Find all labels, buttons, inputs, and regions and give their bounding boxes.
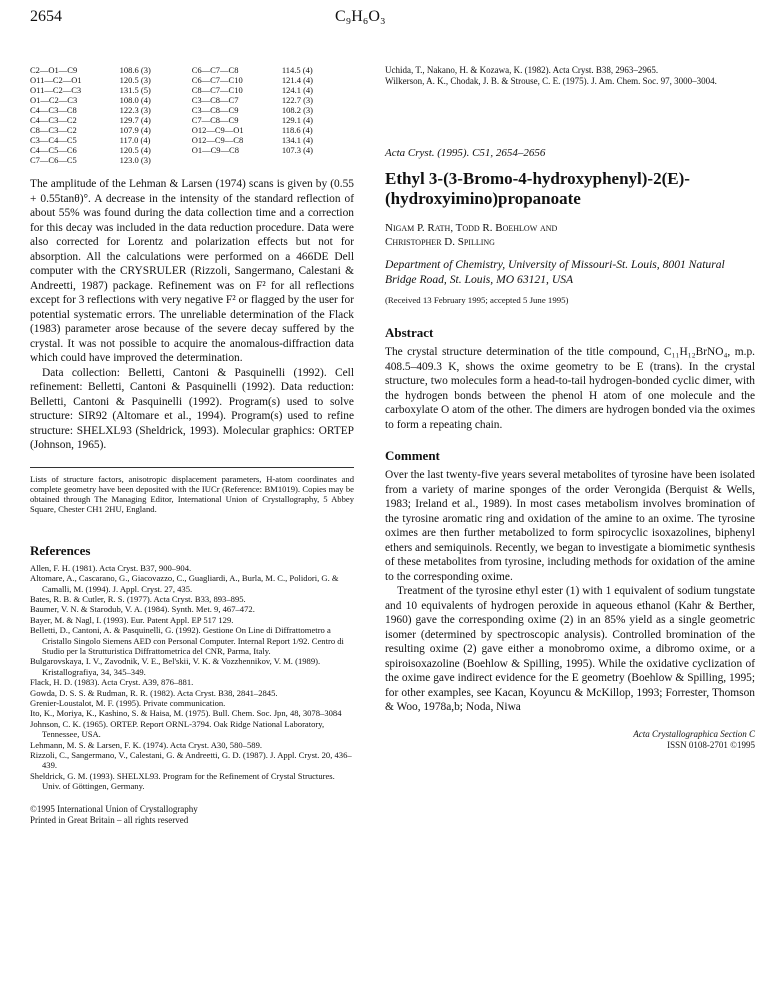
angle-atoms: C3—C4—C5 bbox=[30, 135, 77, 145]
references-heading: References bbox=[30, 542, 91, 558]
abstract-heading: Abstract bbox=[385, 325, 434, 340]
printed-line: Printed in Great Britain – all rights reserved bbox=[30, 814, 189, 825]
angle-value: 114.5 (4) bbox=[281, 65, 313, 75]
angle-atoms: C3—C8—C9 bbox=[191, 105, 239, 115]
article-title: Ethyl 3-(3-Bromo-4-hydroxyphenyl)-2(E)-(hydroxyimino)propanoate bbox=[385, 169, 690, 208]
angle-atoms: C6—C7—C8 bbox=[191, 65, 239, 75]
reference-item: Bates, R. B. & Cutler, R. S. (1977). Acta Cryst. B33, 893–895. bbox=[30, 593, 246, 604]
angle-value: 108.0 (4) bbox=[119, 95, 151, 105]
angle-value: 117.0 (4) bbox=[119, 135, 151, 145]
angle-value: 107.3 (4) bbox=[281, 145, 314, 155]
reference-item: Belletti, D., Cantoni, A. & Pasquinelli, G. (1992). Gestione On Line di Diffrattometro a Cristallo Singolo Siemens AED con Personal Computer. Internal Report 1/92. Centro di Studio per la Strutturistica Diffrattometrica del CNR, Parma, Italy. bbox=[30, 625, 344, 656]
article-citation: Acta Cryst. (1995). C51, 2654–2656 bbox=[385, 147, 546, 159]
comment-heading: Comment bbox=[385, 448, 440, 463]
angle-row bbox=[30, 105, 354, 115]
abstract-text: The crystal structure determination of the title compound, C₁₁H₁₂BrNO₄, m.p. 408.5–409.3 K, shows the oxime geometry to be E (trans). In the crystal structure, two molecules form a head-to-tail hydrogen-bonded cyclic dimer, with the hydrogen bonds between the phenol H atom of one molecule and the carboxylate O atom of the other. The dimers are hydrogen bonded via the oximes to form a repeating chain. bbox=[385, 346, 755, 431]
angle-row bbox=[30, 85, 354, 95]
angle-atoms: C3—C8—C7 bbox=[191, 95, 239, 105]
continued-references bbox=[385, 65, 755, 87]
software-paragraph: Data collection: Belletti, Cantoni & Pasquinelli (1992). Cell refinement: Belletti, Cantoni & Pasquinelli (1992). Data reduction: Belletti, Cantoni & Pasquinelli (1992). Program(s) used to solve structure: SIR92 (Altomare et al., 1994). Program(s) used to refine structure: SHELXL93 (Sheldrick, 1993). Molecular graphics: ORTEP (Johnson, 1965). bbox=[30, 366, 354, 451]
bond-angle-table bbox=[30, 65, 354, 165]
angle-atoms: O1—C2—C3 bbox=[30, 95, 78, 105]
reference-item: Bayer, M. & Nagl, I. (1993). Eur. Patent Appl. EP 517 129. bbox=[30, 614, 234, 625]
left-column bbox=[30, 65, 354, 826]
angle-atoms: C8—C3—C2 bbox=[30, 125, 77, 135]
angle-atoms: C2—O1—C9 bbox=[30, 65, 78, 75]
reference-item: Sheldrick, G. M. (1993). SHELXL93. Program for the Refinement of Crystal Structures. Univ. of Göttingen, Germany. bbox=[30, 770, 335, 792]
angle-value: 123.0 (3) bbox=[119, 155, 151, 165]
reference-item: Johnson, C. K. (1965). ORTEP. Report ORNL-3794. Oak Ridge National Laboratory, Tennessee, USA. bbox=[30, 718, 325, 740]
angle-value: 134.1 (4) bbox=[281, 135, 314, 145]
experimental-paragraph: The amplitude of the Lehman & Larsen (1974) scans is given by (0.55 + 0.55tanθ)°. A decrease in the intensity of the standard reflection of about 55% was found during the data collection time and a correction for this decay was included in the data reduction procedure. Data were also corrected for Lorentz and polarization effects but not for absorption. All the calculations were performed on a 466DE Dell computer with the CRYSRULER (Rizzoli, Sangermano, Calestani & Andreetti, 1987) package. Refinement was on F² for all reflections except for 3 reflections with very negative F² or flagged by the user for potential systematic errors. The unreliable determination of the Flack (1983) parameter arose because of the severe decay suffered by the crystal. It was not possible to acquire the anomalous-diffraction data which could have improved the determination. bbox=[30, 178, 354, 364]
angle-value: 121.4 (4) bbox=[281, 75, 314, 85]
angle-atoms: C8—C7—C10 bbox=[191, 85, 243, 95]
comment-paragraph-2: Treatment of the tyrosine ethyl ester (1) with 1 equivalent of sodium tungstate and 10 equivalents of hydrogen peroxide in aqueous ethanol (Kahr & Berther, 1960) gave the corresponding oxime (2) in an 85% yield as a single geometric isomer (determined by spectroscopic analysis). Controlled bromination of the resulting oxime (2) gave either a monobromo oxime, a dibromo oxime, or a spiroisoxazoline (Boehlow & Spilling, 1995). While the oxidative cyclization of the oxime gave indirect evidence for the E geometry (Boehlow & Spilling, 1995; for other examples, see Kacan, Koyuncu & McKillop, 1993; Forrester, Thomson & Woo, 1978a,b; Noda, Niwa bbox=[385, 585, 755, 713]
comment-paragraph-1: Over the last twenty-five years several metabolites of tyrosine have been isolated from a variety of marine sponges of the order Verongida (Berquist & Wells, 1983; Ireland et al., 1989). In most cases metabolism involves bromination of the tyrosine aromatic ring and oxidation of the amine to an oxime. The tyrosine oximes are then further metabolized to form spirocyclic isoxazolines, biphenyl ethers and semiquinols. Recently, we began to investigate a biomimetic synthesis of these metabolites from tyrosine, including methods for oxidation of the amine to the corresponding oxime. bbox=[385, 469, 756, 583]
angle-row bbox=[30, 125, 354, 135]
reference-item: Lehmann, M. S. & Larsen, F. K. (1974). Acta Cryst. A30, 580–589. bbox=[30, 739, 263, 750]
angle-atoms: C6—C7—C10 bbox=[191, 75, 243, 85]
angle-row bbox=[30, 115, 354, 125]
divider bbox=[30, 467, 354, 468]
angle-atoms: C7—C6—C5 bbox=[30, 155, 77, 165]
angle-atoms: O11—C2—C3 bbox=[30, 85, 82, 95]
reference-item: Allen, F. H. (1981). Acta Cryst. B37, 900–904. bbox=[30, 562, 192, 573]
page-number: 2654 bbox=[30, 8, 62, 25]
angle-atoms: C4—C3—C8 bbox=[30, 105, 77, 115]
angle-atoms bbox=[192, 155, 282, 165]
angle-row bbox=[30, 135, 354, 145]
angle-atoms: C4—C3—C2 bbox=[30, 115, 77, 125]
reference-list bbox=[30, 563, 354, 792]
angle-value: 124.1 (4) bbox=[281, 85, 314, 95]
angle-atoms: O1—C9—C8 bbox=[191, 145, 239, 155]
journal-name-footer: Acta Crystallographica Section C bbox=[633, 728, 755, 739]
deposition-note: Lists of structure factors, anisotropic displacement parameters, H-atom coordinates and complete geometry have been deposited with the IUCr (Reference: BM1019). Copies may be obtained through The Managing Editor, International Union of Crystallography, 5 Abbey Square, Chester CH1 2HU, England. bbox=[30, 473, 354, 515]
angle-row bbox=[30, 155, 354, 165]
issn-footer: ISSN 0108-2701 ©1995 bbox=[667, 739, 755, 750]
angle-row bbox=[30, 75, 354, 85]
received-date: (Received 13 February 1995; accepted 5 June 1995) bbox=[385, 295, 569, 305]
angle-value: 122.7 (3) bbox=[281, 95, 314, 105]
angle-atoms: O12—C9—C8 bbox=[191, 135, 244, 145]
angle-value: 122.3 (3) bbox=[119, 105, 151, 115]
angle-value: 107.9 (4) bbox=[119, 125, 151, 135]
angle-value: 108.6 (3) bbox=[119, 65, 151, 75]
angle-value: 108.2 (3) bbox=[281, 105, 314, 115]
reference-item: Bulgarovskaya, I. V., Zavodnik, V. E., Bel'skii, V. K. & Vozzhennikov, V. M. (1989). Kristallografiya, 34, 345–349. bbox=[30, 656, 321, 677]
reference-item: Gowda, D. S. S. & Rudman, R. R. (1982). Acta Cryst. B38, 2841–2845. bbox=[30, 687, 278, 698]
angle-value: 120.5 (4) bbox=[119, 145, 151, 155]
angle-value: 131.5 (5) bbox=[119, 85, 151, 95]
authors-line-2: Christopher D. Spilling bbox=[385, 236, 495, 248]
angle-row bbox=[30, 145, 354, 155]
angle-value: 118.6 (4) bbox=[281, 125, 313, 135]
affiliation: Department of Chemistry, University of Missouri-St. Louis, 8001 Natural Bridge Road, St. Louis, MO 63121, USA bbox=[385, 258, 725, 286]
reference-item: Rizzoli, C., Sangermano, V., Calestani, G. & Andreetti, G. D. (1987). J. Appl. Cryst. 20, 436–439. bbox=[30, 750, 352, 771]
running-head-formula: C₉H₆O₃ bbox=[335, 8, 386, 25]
angle-value: 120.5 (3) bbox=[119, 75, 151, 85]
reference-item: Wilkerson, A. K., Chodak, J. B. & Strouse, C. E. (1975). J. Am. Chem. Soc. 97, 3000–3004. bbox=[385, 76, 717, 86]
reference-item: Flack, H. D. (1983). Acta Cryst. A39, 876–881. bbox=[30, 677, 194, 688]
angle-value bbox=[282, 155, 354, 165]
authors-line-1: Nigam P. Rath, Todd R. Boehlow and bbox=[385, 222, 558, 234]
angle-atoms: C7—C8—C9 bbox=[191, 115, 239, 125]
angle-row bbox=[30, 95, 354, 105]
reference-item: Altomare, A., Cascarano, G., Giacovazzo, C., Guagliardi, A., Burla, M. C., Polidori, G. & Camalli, M. (1994). J. Appl. Cryst. 27, 435. bbox=[30, 573, 339, 594]
reference-item: Baumer, V. N. & Starodub, V. A. (1984). Synth. Met. 9, 467–472. bbox=[30, 604, 255, 615]
copyright-line: ©1995 International Union of Crystallography bbox=[30, 803, 198, 814]
angle-atoms: C4—C5—C6 bbox=[30, 145, 77, 155]
angle-row bbox=[30, 65, 354, 75]
angle-value: 129.1 (4) bbox=[281, 115, 314, 125]
angle-atoms: O12—C9—O1 bbox=[191, 125, 244, 135]
angle-value: 129.7 (4) bbox=[119, 115, 151, 125]
reference-item: Grenier-Loustalot, M. F. (1995). Private communication. bbox=[30, 697, 226, 708]
reference-item: Ito, K., Moriya, K., Kashino, S. & Haisa, M. (1975). Bull. Chem. Soc. Jpn, 48, 3078–3084 bbox=[30, 708, 342, 719]
angle-atoms: O11—C2—O1 bbox=[30, 75, 82, 85]
right-column bbox=[385, 65, 755, 751]
reference-item: Uchida, T., Nakano, H. & Kozawa, K. (1982). Acta Cryst. B38, 2963–2965. bbox=[385, 65, 659, 75]
